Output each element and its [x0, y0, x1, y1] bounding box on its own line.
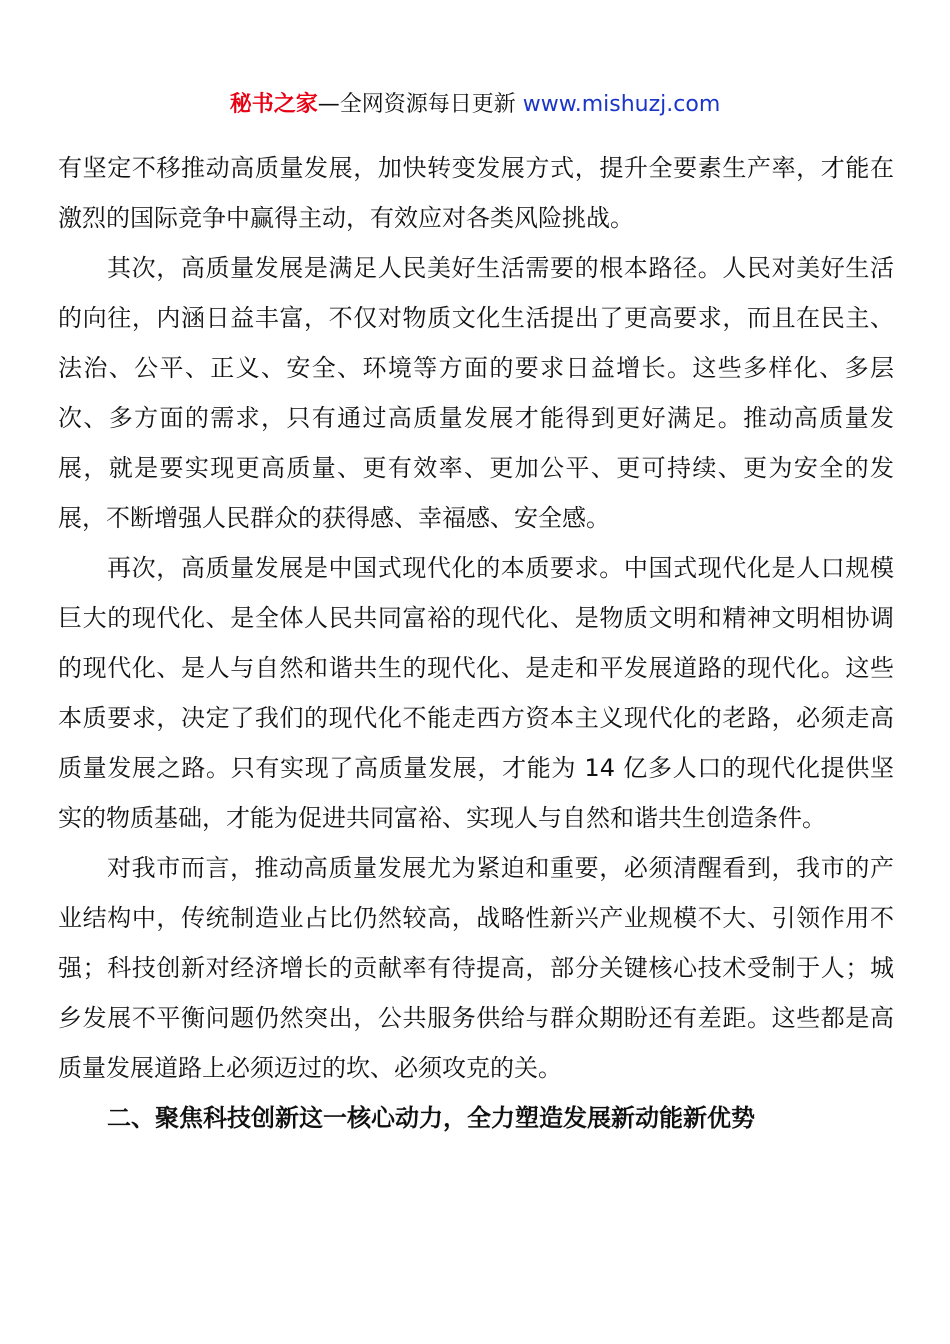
site-header	[0, 88, 950, 122]
document-body	[58, 143, 894, 1143]
section-heading: 二、聚焦科技创新这一核心动力，全力塑造发展新动能新优势	[107, 1104, 755, 1132]
site-url-link[interactable]: www.mishuzj.com	[522, 92, 721, 117]
paragraph-secondly: 其次，高质量发展是满足人民美好生活需要的根本路径。人民对美好生活的向往，内涵日益丰富，不仅对物质文化生活提出了更高要求，而且在民主、法治、公平、正义、安全、环境等方面的要求日益增长。这些多样化、多层次、多方面的需求，只有通过高质量发展才能得到更好满足。推动高质量发展，就是要实现更高质量、更有效率、更加公平、更可持续、更为安全的发展，不断增强人民群众的获得感、幸福感、安全感。	[58, 254, 894, 532]
site-brand: 秘书之家	[229, 92, 318, 117]
paragraph-our-city: 对我市而言，推动高质量发展尤为紧迫和重要，必须清醒看到，我市的产业结构中，传统制造业占比仍然较高，战略性新兴产业规模不大、引领作用不强；科技创新对经济增长的贡献率有待提高，部分关键核心技术受制于人；城乡发展不平衡问题仍然突出，公共服务供给与群众期盼还有差距。这些都是高质量发展道路上必须迈过的坎、必须攻克的关。	[58, 854, 894, 1082]
site-tagline: —全网资源每日更新	[317, 92, 516, 117]
paragraph-continued: 有坚定不移推动高质量发展，加快转变发展方式，提升全要素生产率，才能在激烈的国际竞争中赢得主动，有效应对各类风险挑战。	[58, 154, 894, 232]
paragraph-thirdly: 再次，高质量发展是中国式现代化的本质要求。中国式现代化是人口规模巨大的现代化、是全体人民共同富裕的现代化、是物质文明和精神文明相协调的现代化、是人与自然和谐共生的现代化、是走和平发展道路的现代化。这些本质要求，决定了我们的现代化不能走西方资本主义现代化的老路，必须走高质量发展之路。只有实现了高质量发展，才能为 14 亿多人口的现代化提供坚实的物质基础，才能为促进共同富裕、实现人与自然和谐共生创造条件。	[58, 554, 894, 832]
